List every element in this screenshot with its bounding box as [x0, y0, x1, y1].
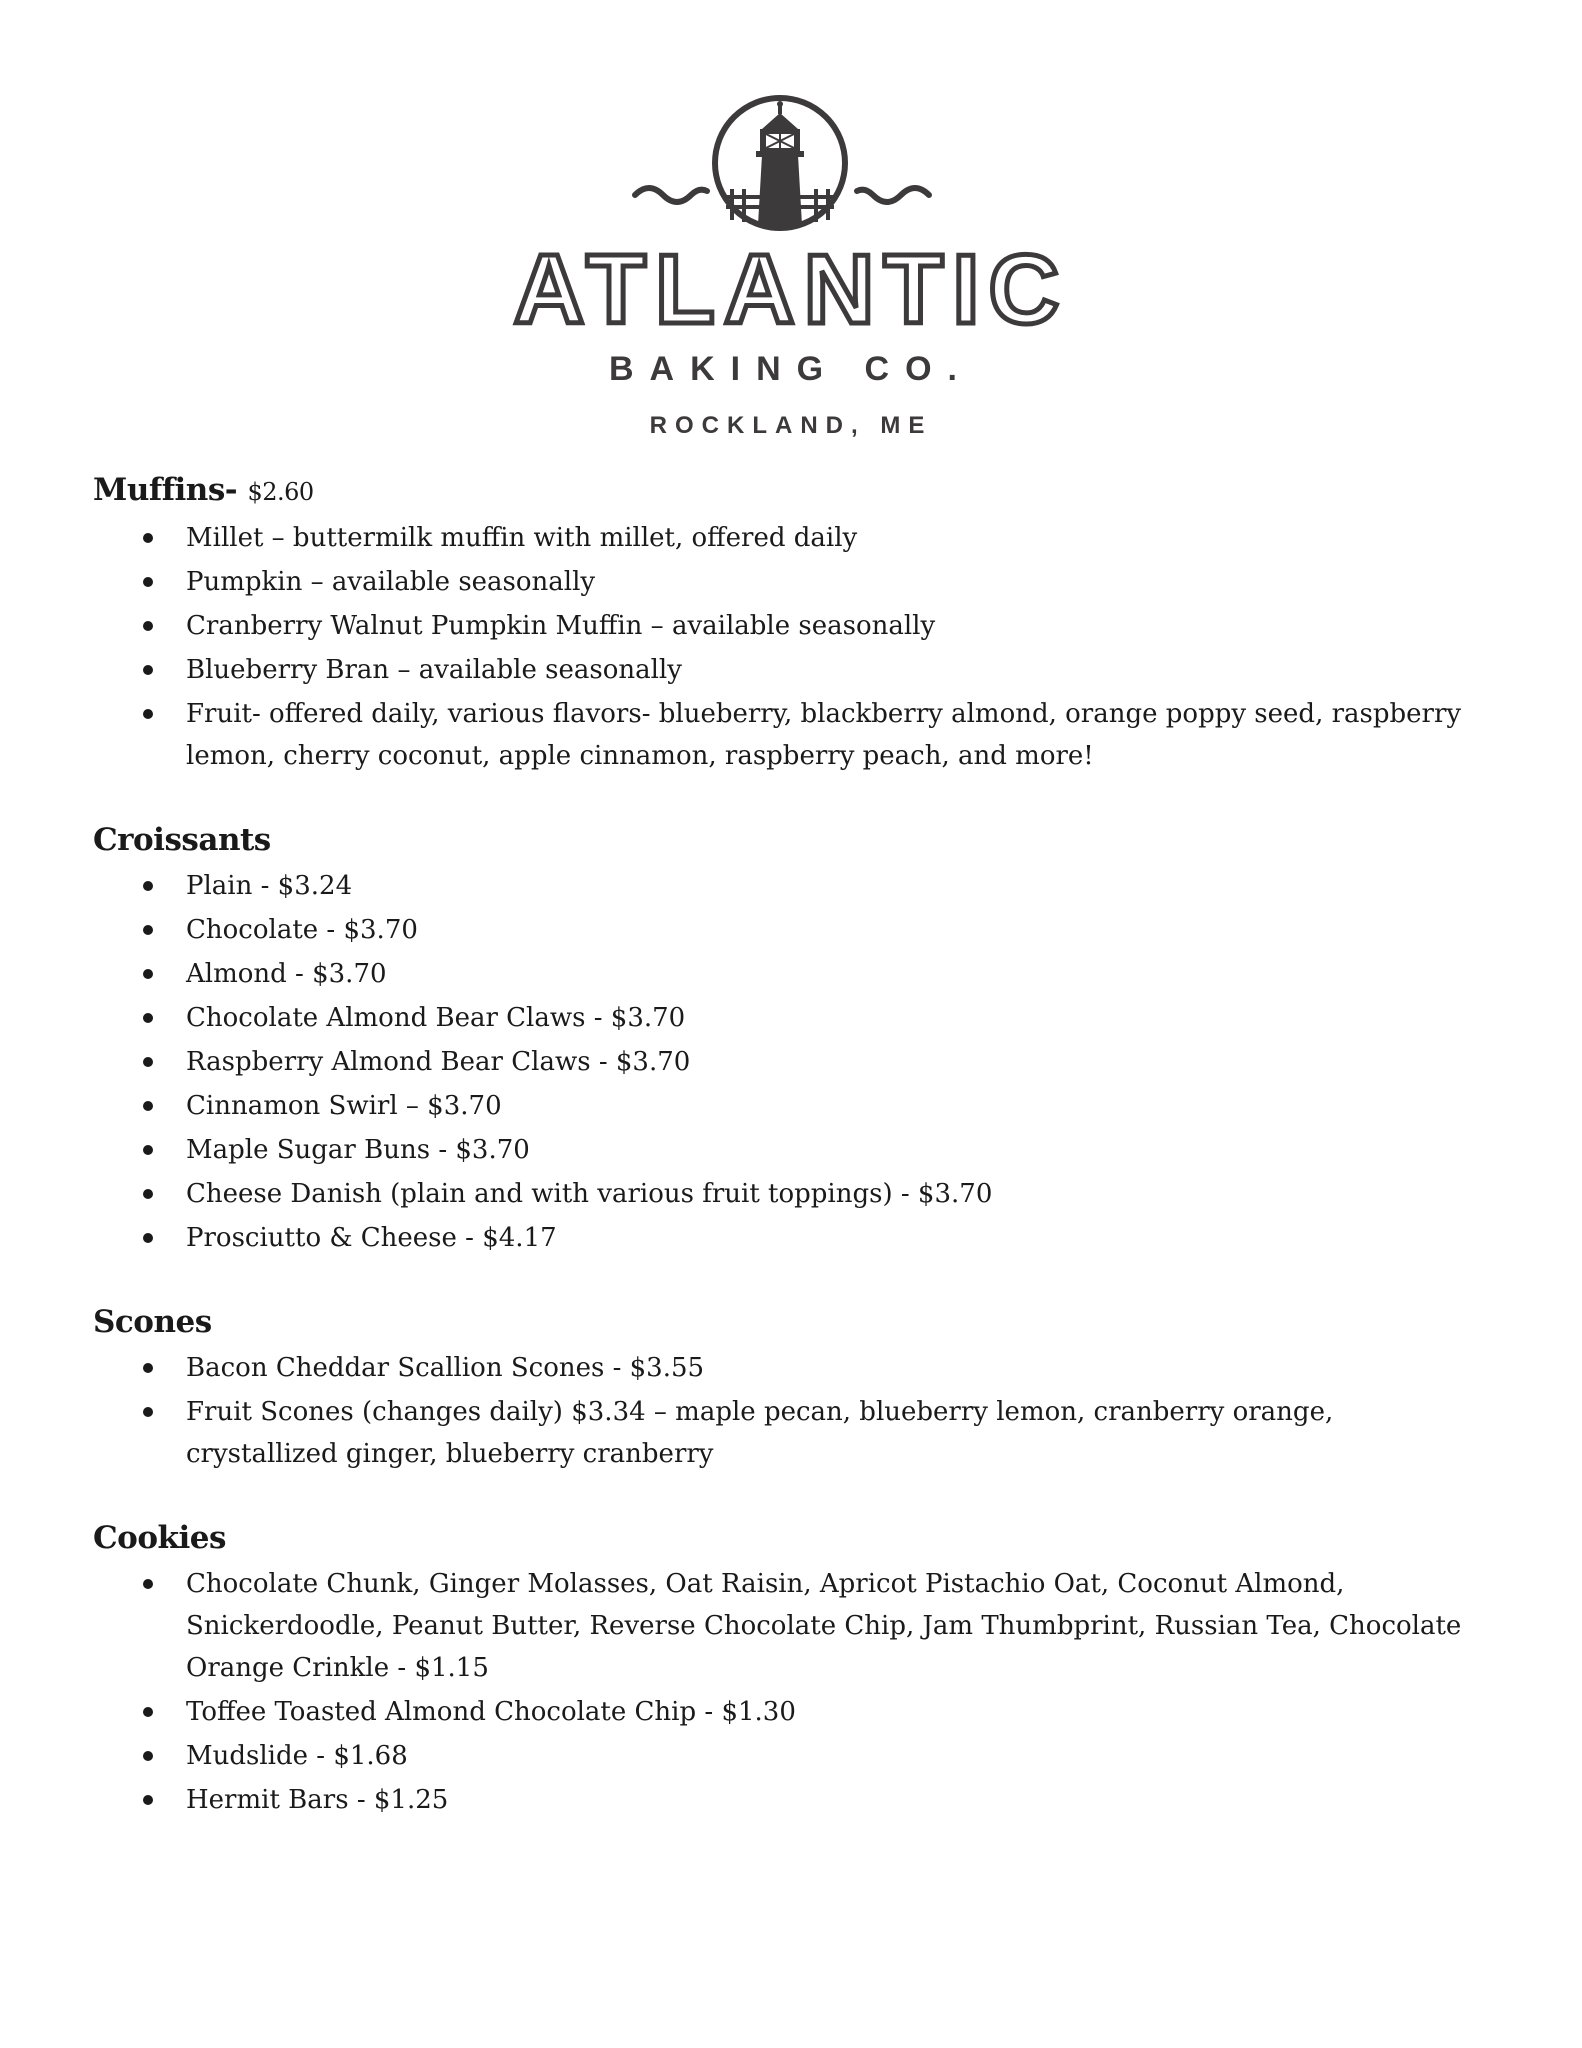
- list-item: Hermit Bars - $1.25: [93, 1779, 1493, 1821]
- section-cookies: [93, 1513, 1493, 1821]
- list-item: Cranberry Walnut Pumpkin Muffin – available seasonally: [93, 605, 1493, 647]
- lighthouse-icon: [560, 85, 1000, 235]
- section-scones: [93, 1297, 1493, 1475]
- section-title: Cookies: [93, 1520, 226, 1556]
- list-item: Raspberry Almond Bear Claws - $3.70: [93, 1041, 1493, 1083]
- brand-name: ATLANTIC: [513, 234, 1069, 344]
- section-title: Croissants: [93, 822, 271, 858]
- list-item: Pumpkin – available seasonally: [93, 561, 1493, 603]
- list-item: Cinnamon Swirl – $3.70: [93, 1085, 1493, 1127]
- list-item: Chocolate - $3.70: [93, 909, 1493, 951]
- list-item: Maple Sugar Buns - $3.70: [93, 1129, 1493, 1171]
- menu: [93, 465, 1493, 1859]
- list-item: Prosciutto & Cheese - $4.17: [93, 1217, 1493, 1259]
- list-item: Almond - $3.70: [93, 953, 1493, 995]
- brand-subtitle: BAKING CO.: [609, 350, 973, 388]
- list-item: Cheese Danish (plain and with various fruit toppings) - $3.70: [93, 1173, 1493, 1215]
- section-croissants: [93, 815, 1493, 1259]
- section-price: $2.60: [247, 478, 314, 506]
- section-title: Muffins-: [93, 472, 238, 508]
- list-item: Plain - $3.24: [93, 865, 1493, 907]
- list-item: Mudslide - $1.68: [93, 1735, 1493, 1777]
- list-item: Millet – buttermilk muffin with millet, offered daily: [93, 517, 1493, 559]
- section-heading: [93, 815, 1493, 865]
- section-title: Scones: [93, 1304, 212, 1340]
- section-heading: [93, 1297, 1493, 1347]
- item-list: [93, 865, 1493, 1259]
- item-list: [93, 1347, 1493, 1475]
- list-item: Bacon Cheddar Scallion Scones - $3.55: [93, 1347, 1493, 1389]
- list-item: Chocolate Chunk, Ginger Molasses, Oat Raisin, Apricot Pistachio Oat, Coconut Almond, Snickerdoodle, Peanut Butter, Reverse Chocolate Chip, Jam Thumbprint, Russian Tea, Chocolate Orange Crinkle - $1.15: [93, 1563, 1493, 1689]
- brand-location: ROCKLAND, ME: [649, 412, 933, 439]
- list-item: Blueberry Bran – available seasonally: [93, 649, 1493, 691]
- section-heading: [93, 465, 1493, 517]
- item-list: [93, 1563, 1493, 1821]
- section-muffins: [93, 465, 1493, 777]
- list-item: Toffee Toasted Almond Chocolate Chip - $1.30: [93, 1691, 1493, 1733]
- section-heading: [93, 1513, 1493, 1563]
- list-item: Fruit- offered daily, various flavors- blueberry, blackberry almond, orange poppy seed, raspberry lemon, cherry coconut, apple cinnamon, raspberry peach, and more!: [93, 693, 1493, 777]
- list-item: Fruit Scones (changes daily) $3.34 – maple pecan, blueberry lemon, cranberry orange, crystallized ginger, blueberry cranberry: [93, 1391, 1493, 1475]
- logo: [0, 0, 1582, 460]
- item-list: [93, 517, 1493, 777]
- list-item: Chocolate Almond Bear Claws - $3.70: [93, 997, 1493, 1039]
